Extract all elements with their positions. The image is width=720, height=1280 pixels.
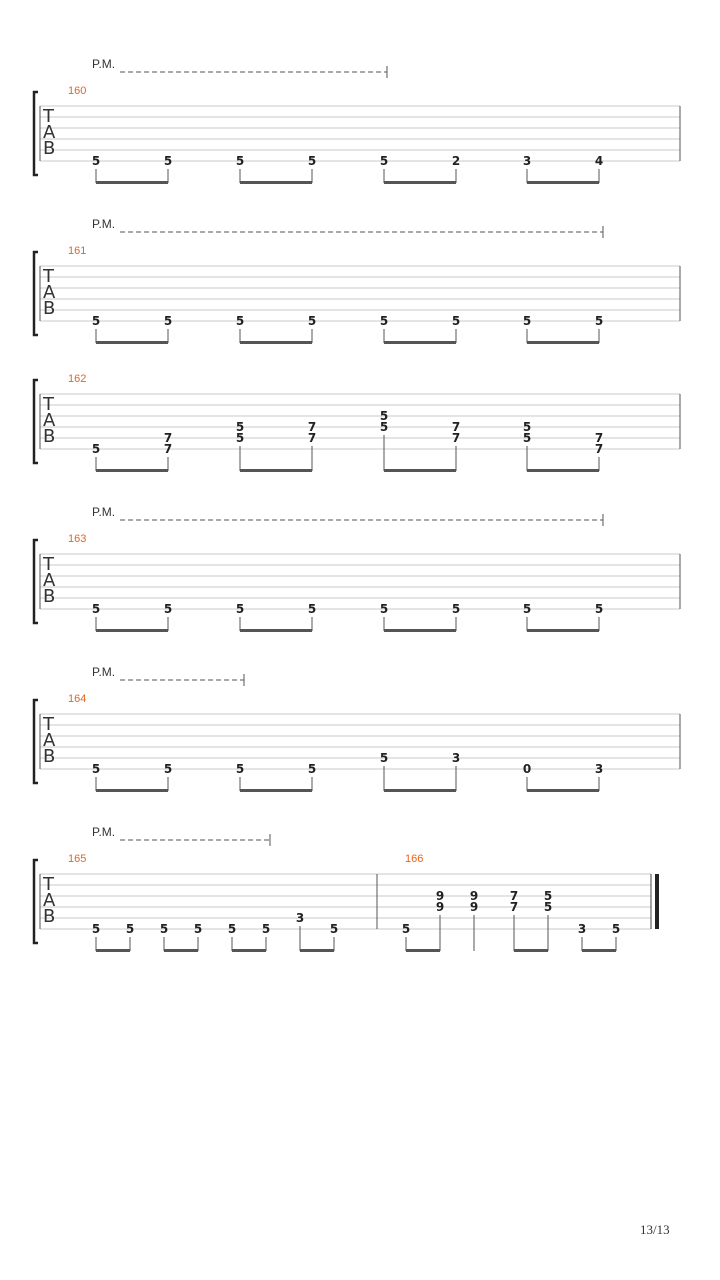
fret-number: 5 bbox=[522, 602, 532, 616]
system-bracket bbox=[34, 700, 38, 783]
fret-number: 5 bbox=[193, 922, 203, 936]
fret-number: 5 bbox=[522, 314, 532, 328]
note-beam bbox=[384, 789, 456, 792]
note-beam bbox=[582, 949, 616, 952]
tab-system bbox=[34, 665, 680, 792]
note-beam bbox=[240, 341, 312, 344]
fret-number: 5 bbox=[379, 420, 389, 434]
tab-system bbox=[34, 825, 659, 952]
note-beam bbox=[300, 949, 334, 952]
fret-number: 5 bbox=[91, 922, 101, 936]
final-barline-thick bbox=[655, 874, 659, 929]
note-beam bbox=[96, 949, 130, 952]
note-beam bbox=[384, 341, 456, 344]
fret-number: 5 bbox=[329, 922, 339, 936]
fret-number: 5 bbox=[401, 922, 411, 936]
fret-number: 7 bbox=[307, 420, 317, 434]
fret-number: 7 bbox=[163, 431, 173, 445]
measure-number: 160 bbox=[68, 85, 87, 97]
fret-number: 5 bbox=[379, 602, 389, 616]
note-beam bbox=[240, 789, 312, 792]
fret-number: 5 bbox=[91, 154, 101, 168]
fret-number: 3 bbox=[451, 751, 461, 765]
tab-clef-letter: B bbox=[43, 746, 56, 767]
tab-clef-letter: T bbox=[43, 394, 54, 415]
palm-mute-label: P.M. bbox=[92, 665, 116, 679]
fret-number: 9 bbox=[469, 900, 479, 914]
fret-number: 5 bbox=[163, 314, 173, 328]
fret-number: 2 bbox=[451, 154, 461, 168]
note-beam bbox=[527, 629, 599, 632]
fret-number: 5 bbox=[91, 602, 101, 616]
note-beam bbox=[240, 469, 312, 472]
fret-number: 5 bbox=[522, 420, 532, 434]
fret-number: 5 bbox=[261, 922, 271, 936]
tab-system bbox=[34, 373, 680, 472]
fret-number: 5 bbox=[379, 751, 389, 765]
note-beam bbox=[96, 181, 168, 184]
note-beam bbox=[96, 629, 168, 632]
fret-number: 5 bbox=[91, 762, 101, 776]
tab-clef-letter: A bbox=[43, 282, 56, 303]
fret-number: 5 bbox=[522, 431, 532, 445]
fret-number: 5 bbox=[543, 889, 553, 903]
fret-number: 7 bbox=[163, 442, 173, 456]
palm-mute-label: P.M. bbox=[92, 57, 116, 71]
fret-number: 7 bbox=[594, 442, 604, 456]
fret-number: 5 bbox=[307, 314, 317, 328]
measure-number: 161 bbox=[68, 245, 87, 257]
fret-number: 5 bbox=[307, 154, 317, 168]
tab-system bbox=[34, 505, 680, 632]
note-beam bbox=[96, 789, 168, 792]
fret-number: 5 bbox=[379, 154, 389, 168]
fret-number: 3 bbox=[522, 154, 532, 168]
measure-number: 162 bbox=[68, 373, 87, 385]
fret-number: 7 bbox=[594, 431, 604, 445]
page-number: 13/13 bbox=[640, 1222, 670, 1237]
fret-number: 5 bbox=[159, 922, 169, 936]
fret-number: 5 bbox=[91, 314, 101, 328]
fret-number: 5 bbox=[235, 431, 245, 445]
fret-number: 3 bbox=[594, 762, 604, 776]
tab-clef-letter: T bbox=[43, 874, 54, 895]
tab-clef-letter: B bbox=[43, 298, 56, 319]
system-bracket bbox=[34, 380, 38, 463]
fret-number: 7 bbox=[307, 431, 317, 445]
tab-clef-letter: B bbox=[43, 138, 56, 159]
fret-number: 5 bbox=[235, 602, 245, 616]
tab-clef-letter: T bbox=[43, 106, 54, 127]
fret-number: 5 bbox=[451, 314, 461, 328]
fret-number: 5 bbox=[235, 762, 245, 776]
note-beam bbox=[96, 469, 168, 472]
fret-number: 5 bbox=[307, 602, 317, 616]
fret-number: 7 bbox=[509, 900, 519, 914]
note-beam bbox=[514, 949, 548, 952]
tab-clef-letter: B bbox=[43, 906, 56, 927]
fret-number: 5 bbox=[235, 154, 245, 168]
note-beam bbox=[384, 629, 456, 632]
fret-number: 5 bbox=[594, 314, 604, 328]
tab-clef-letter: T bbox=[43, 714, 54, 735]
fret-number: 7 bbox=[451, 420, 461, 434]
fret-number: 4 bbox=[594, 154, 604, 168]
fret-number: 5 bbox=[543, 900, 553, 914]
note-beam bbox=[96, 341, 168, 344]
fret-number: 5 bbox=[163, 762, 173, 776]
tab-clef-letter: B bbox=[43, 426, 56, 447]
tab-system bbox=[34, 217, 680, 344]
fret-number: 0 bbox=[522, 762, 532, 776]
measure-number: 165 bbox=[68, 853, 87, 865]
fret-number: 5 bbox=[235, 420, 245, 434]
fret-number: 5 bbox=[125, 922, 135, 936]
fret-number: 5 bbox=[91, 442, 101, 456]
fret-number: 3 bbox=[577, 922, 587, 936]
system-bracket bbox=[34, 92, 38, 175]
palm-mute-label: P.M. bbox=[92, 505, 116, 519]
tab-clef-letter: A bbox=[43, 122, 56, 143]
note-beam bbox=[527, 789, 599, 792]
note-beam bbox=[527, 469, 599, 472]
tab-clef-letter: T bbox=[43, 554, 54, 575]
note-beam bbox=[384, 469, 456, 472]
system-bracket bbox=[34, 252, 38, 335]
measure-number: 164 bbox=[68, 693, 87, 705]
palm-mute-label: P.M. bbox=[92, 825, 116, 839]
measure-number: 166 bbox=[405, 853, 424, 865]
note-beam bbox=[527, 181, 599, 184]
fret-number: 5 bbox=[379, 409, 389, 423]
fret-number: 5 bbox=[611, 922, 621, 936]
note-beam bbox=[232, 949, 266, 952]
fret-number: 7 bbox=[509, 889, 519, 903]
system-bracket bbox=[34, 540, 38, 623]
fret-number: 9 bbox=[469, 889, 479, 903]
fret-number: 5 bbox=[163, 602, 173, 616]
fret-number: 9 bbox=[435, 900, 445, 914]
note-beam bbox=[240, 629, 312, 632]
fret-number: 5 bbox=[451, 602, 461, 616]
tab-clef-letter: A bbox=[43, 730, 56, 751]
tab-clef-letter: B bbox=[43, 586, 56, 607]
tab-clef-letter: A bbox=[43, 570, 56, 591]
system-bracket bbox=[34, 860, 38, 943]
fret-number: 5 bbox=[163, 154, 173, 168]
fret-number: 5 bbox=[379, 314, 389, 328]
palm-mute-label: P.M. bbox=[92, 217, 116, 231]
fret-number: 7 bbox=[451, 431, 461, 445]
note-beam bbox=[406, 949, 440, 952]
note-beam bbox=[384, 181, 456, 184]
tab-clef-letter: A bbox=[43, 890, 56, 911]
fret-number: 5 bbox=[594, 602, 604, 616]
fret-number: 3 bbox=[295, 911, 305, 925]
note-beam bbox=[240, 181, 312, 184]
fret-number: 5 bbox=[307, 762, 317, 776]
tab-clef-letter: T bbox=[43, 266, 54, 287]
fret-number: 5 bbox=[235, 314, 245, 328]
fret-number: 5 bbox=[227, 922, 237, 936]
tab-clef-letter: A bbox=[43, 410, 56, 431]
note-beam bbox=[164, 949, 198, 952]
tab-system bbox=[34, 57, 680, 184]
fret-number: 9 bbox=[435, 889, 445, 903]
measure-number: 163 bbox=[68, 533, 87, 545]
note-beam bbox=[527, 341, 599, 344]
